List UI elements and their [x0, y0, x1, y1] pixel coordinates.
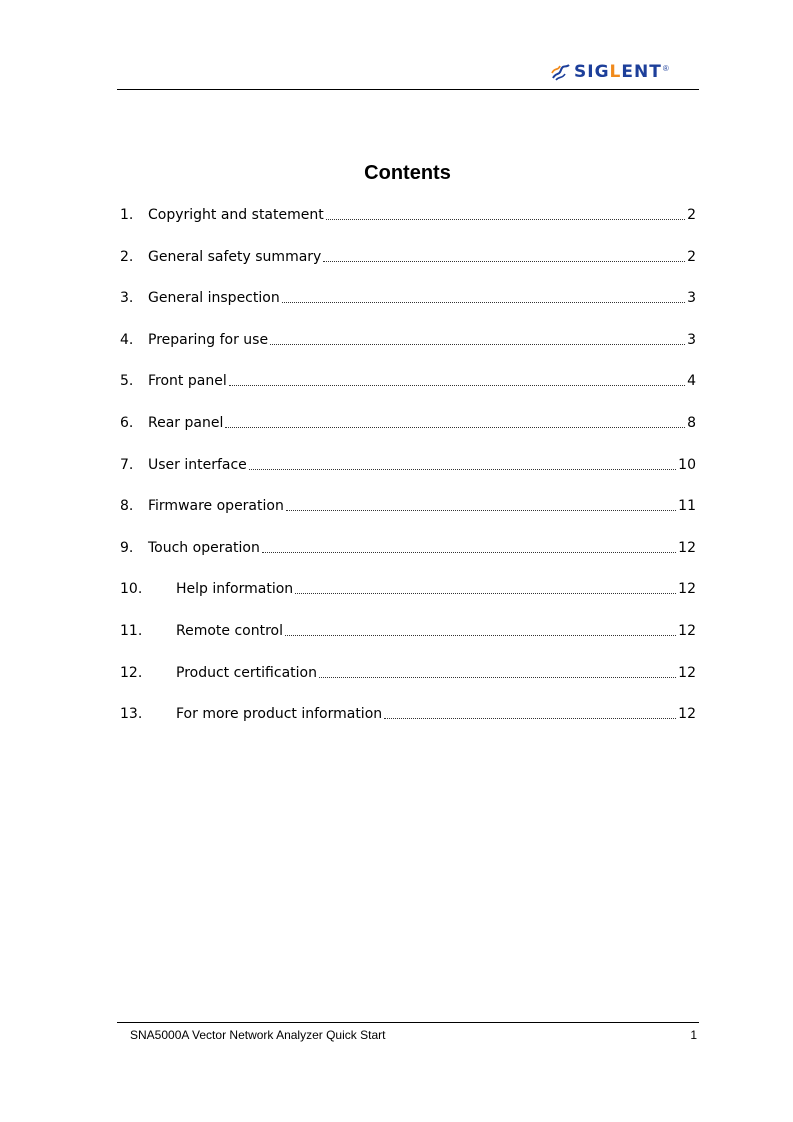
footer-page-number: 1 [690, 1028, 697, 1042]
toc-entry[interactable] [120, 703, 696, 723]
toc-entry-title: Remote control [176, 623, 283, 639]
toc-entry-title: User interface [148, 457, 247, 473]
toc-entry-title: General inspection [148, 290, 280, 306]
toc-entry-page: 12 [678, 581, 696, 597]
toc-entry[interactable] [120, 329, 696, 349]
toc-entry-title: Product certification [176, 665, 317, 681]
toc-entry-page: 3 [687, 332, 696, 348]
toc-dot-leader [326, 219, 685, 220]
toc-entry[interactable] [120, 662, 696, 682]
toc-dot-leader [285, 635, 676, 636]
toc-dot-leader [323, 261, 685, 262]
toc-dot-leader [384, 718, 676, 719]
toc-entry-page: 10 [678, 457, 696, 473]
toc-entry-number: 2. [120, 249, 134, 265]
toc-entry-number: 6. [120, 415, 134, 431]
toc-entry-page: 2 [687, 207, 696, 223]
toc-entry-title: Touch operation [148, 540, 260, 556]
toc-entry-number: 9. [120, 540, 134, 556]
toc-entry[interactable] [120, 578, 696, 598]
toc-dot-leader [286, 510, 676, 511]
toc-entry[interactable] [120, 287, 696, 307]
toc-entry-page: 8 [687, 415, 696, 431]
toc-entry-page: 11 [678, 498, 696, 514]
footer-document-name: SNA5000A Vector Network Analyzer Quick Start [130, 1028, 386, 1042]
toc-dot-leader [270, 344, 685, 345]
toc-entry-number: 10. [120, 581, 143, 597]
toc-entry[interactable] [120, 537, 696, 557]
toc-dot-leader [282, 302, 685, 303]
toc-dot-leader [319, 677, 676, 678]
toc-entry-title: Help information [176, 581, 294, 597]
toc-entry-number: 4. [120, 332, 134, 348]
page-title: Contents [364, 162, 451, 184]
toc-dot-leader [295, 593, 676, 594]
toc-entry[interactable] [120, 204, 696, 224]
toc-entry-page: 12 [678, 665, 696, 681]
toc-entry-title: Preparing for use [148, 332, 269, 348]
toc-dot-leader [229, 385, 685, 386]
siglent-logo [550, 60, 669, 84]
toc-entry[interactable] [120, 454, 696, 474]
toc-entry-number: 11. [120, 623, 143, 639]
toc-entry-number: 7. [120, 457, 134, 473]
toc-entry-title: Copyright and statement [148, 207, 324, 223]
registered-mark: ® [662, 63, 669, 73]
toc-entry-number: 3. [120, 290, 134, 306]
toc-entry-page: 4 [687, 373, 696, 389]
toc-entry-title: General safety summary [148, 249, 322, 265]
toc-entry-page: 12 [678, 623, 696, 639]
toc-entry-title: For more product information [176, 706, 383, 722]
toc-entry[interactable] [120, 370, 696, 390]
toc-entry-page: 12 [678, 706, 696, 722]
toc-entry[interactable] [120, 495, 696, 515]
header-divider [117, 89, 699, 90]
toc-entry-title: Rear panel [148, 415, 224, 431]
toc-dot-leader [225, 427, 685, 428]
toc-entry-number: 13. [120, 706, 143, 722]
toc-dot-leader [262, 552, 676, 553]
logo-wordmark: SIGLENT [574, 62, 662, 82]
toc-entry-title: Firmware operation [148, 498, 284, 514]
toc-entry[interactable] [120, 246, 696, 266]
toc-entry-number: 12. [120, 665, 143, 681]
siglent-wave-icon [550, 62, 572, 82]
toc-entry-page: 3 [687, 290, 696, 306]
toc-entry[interactable] [120, 412, 696, 432]
toc-entry-number: 5. [120, 373, 134, 389]
footer-divider [117, 1022, 699, 1023]
toc-entry-title: Front panel [148, 373, 227, 389]
toc-entry-number: 8. [120, 498, 134, 514]
toc-entry-number: 1. [120, 207, 134, 223]
toc-dot-leader [249, 469, 676, 470]
toc-entry-page: 12 [678, 540, 696, 556]
toc-entry-page: 2 [687, 249, 696, 265]
toc-entry[interactable] [120, 620, 696, 640]
